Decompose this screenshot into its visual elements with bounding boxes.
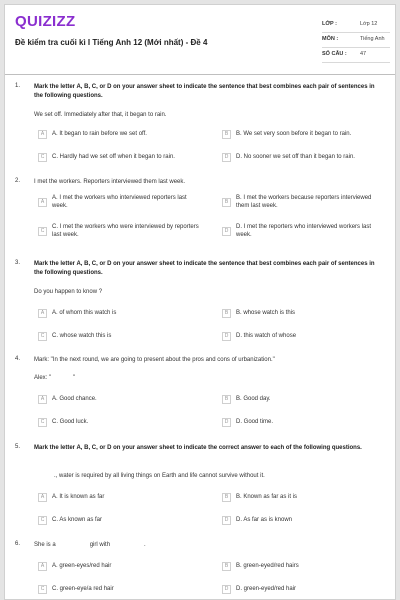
question-number: 2. xyxy=(15,178,21,184)
option-letter-box: D xyxy=(222,585,231,594)
option-text: A. I met the workers who interviewed reporters last week. xyxy=(52,195,187,209)
option-letter-box: A xyxy=(38,309,47,318)
question-prompt: Do you happen to know ? xyxy=(34,289,103,295)
option-letter-box: B xyxy=(222,562,231,571)
question-prompt: I met the workers. Reporters interviewed them last week. xyxy=(34,179,186,185)
question-number: 1. xyxy=(15,83,21,89)
option-text: C. whose watch this is xyxy=(52,333,112,339)
question-instruction: Mark the letter A, B, C, or D on your answer sheet to indicate the correct answer to each of the following questions. xyxy=(34,445,362,451)
worksheet-meta xyxy=(322,19,390,61)
meta-label: SỐ CÂU : xyxy=(322,51,347,57)
option-text: B. whose watch is this xyxy=(236,310,296,316)
prompt-text: girl with xyxy=(89,542,111,548)
option-letter-box: C xyxy=(38,516,47,525)
speaker-text: Alex: " xyxy=(34,375,52,381)
option-text: C. green-eye/a red hair xyxy=(52,586,114,592)
option-letter-box: C xyxy=(38,227,47,236)
question-prompt: Mark: "In the next round, we are going to present about the pros and cons of urbanization." xyxy=(34,357,275,363)
page-title: Đề kiểm tra cuối kì I Tiếng Anh 12 (Mới nhất) - Đề 4 xyxy=(15,38,208,47)
option-text: B. green-eyed/red hairs xyxy=(236,563,299,569)
meta-count-row xyxy=(322,49,390,63)
option-text: D. green-eyed/red hair xyxy=(236,586,297,592)
option-text: C. I met the workers who were interviewed by reporters last week. xyxy=(52,224,199,238)
option-text: D. As far as is known xyxy=(236,517,293,523)
question-prompt: We set off. Immediately after that, it began to rain. xyxy=(34,112,167,118)
option-letter-box: D xyxy=(222,418,231,427)
meta-label: LỚP : xyxy=(322,21,337,27)
option-letter-box: D xyxy=(222,332,231,341)
option-text: B. I met the workers because reporters interviewed them last week. xyxy=(236,195,372,209)
option-letter-box: D xyxy=(222,516,231,525)
option-letter-box: B xyxy=(222,309,231,318)
option-letter-box: B xyxy=(222,198,231,207)
option-letter-box: A xyxy=(38,493,47,502)
question-number: 5. xyxy=(15,444,21,450)
question-prompt xyxy=(34,541,146,550)
meta-value: Lớp 12 xyxy=(360,21,378,27)
option-text: B. Good day. xyxy=(236,396,271,402)
question-number: 4. xyxy=(15,356,21,362)
closing-quote: " xyxy=(73,375,76,381)
option-letter-box: C xyxy=(38,418,47,427)
option-letter-box: C xyxy=(38,153,47,162)
option-text: A. Good chance. xyxy=(52,396,97,402)
meta-label: MÔN : xyxy=(322,36,339,42)
meta-grade-row xyxy=(322,19,390,33)
option-text: D. Good time. xyxy=(236,419,274,425)
option-text: B. Known as far as it is xyxy=(236,494,298,500)
option-text: C. As known as far xyxy=(52,517,103,523)
question-instruction: Mark the letter A, B, C, or D on your answer sheet to indicate the sentence that best combines each pair of sentences in the following questions. xyxy=(34,261,375,276)
option-letter-box: D xyxy=(222,227,231,236)
option-text: C. Hardly had we set off when it began to rain. xyxy=(52,154,175,160)
prompt-text: ., water is required by all living things on Earth and life cannot survive without it. xyxy=(54,473,265,479)
option-text: A. It began to rain before we set off. xyxy=(52,131,147,137)
option-letter-box: B xyxy=(222,493,231,502)
option-letter-box: A xyxy=(38,198,47,207)
option-text: A. It is known as far xyxy=(52,494,105,500)
question-prompt xyxy=(34,472,265,481)
option-letter-box: A xyxy=(38,562,47,571)
worksheet-header xyxy=(5,5,395,75)
option-text: D. this watch of whose xyxy=(236,333,297,339)
option-text: A. of whom this watch is xyxy=(52,310,117,316)
option-letter-box: A xyxy=(38,130,47,139)
prompt-text: She is a xyxy=(34,542,56,548)
quizizz-logo[interactable]: QUIZIZZ xyxy=(15,13,76,30)
meta-value: 47 xyxy=(360,51,367,57)
worksheet-page xyxy=(4,4,396,600)
option-letter-box: B xyxy=(222,130,231,139)
meta-value: Tiếng Anh xyxy=(360,36,385,42)
option-letter-box: A xyxy=(38,395,47,404)
option-text: D. I met the reporters who interviewed workers last week. xyxy=(236,224,372,238)
option-letter-box: C xyxy=(38,332,47,341)
option-letter-box: D xyxy=(222,153,231,162)
question-dialogue-line xyxy=(34,374,75,383)
question-number: 6. xyxy=(15,541,21,547)
option-letter-box: C xyxy=(38,585,47,594)
question-instruction: Mark the letter A, B, C, or D on your answer sheet to indicate the sentence that best combines each pair of sentences in the following questions. xyxy=(34,84,375,99)
meta-subject-row xyxy=(322,34,390,48)
question-number: 3. xyxy=(15,260,21,266)
option-text: B. We set very soon before it began to rain. xyxy=(236,131,352,137)
option-text: A. green-eyes/red hair xyxy=(52,563,112,569)
prompt-text: . xyxy=(144,542,146,548)
option-text: D. No sooner we set off than it began to rain. xyxy=(236,154,355,160)
option-letter-box: B xyxy=(222,395,231,404)
option-text: C. Good luck. xyxy=(52,419,89,425)
